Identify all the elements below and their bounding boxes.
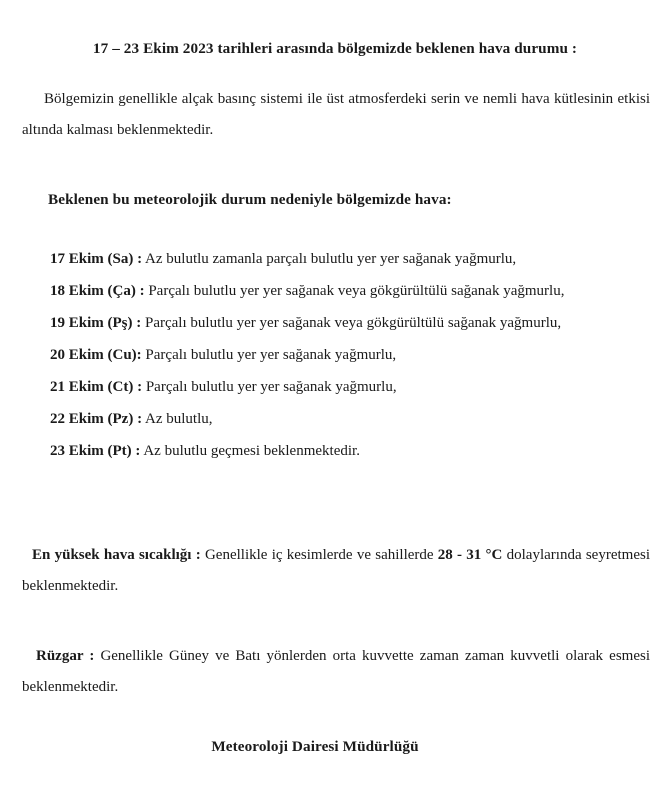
max-temperature-label: En yüksek hava sıcaklığı :	[32, 547, 201, 563]
forecast-description: Az bulutlu zamanla parçalı bulutlu yer yer sağanak yağmurlu,	[145, 251, 517, 267]
signature-authority: Meteoroloji Dairesi Müdürlüğü	[211, 738, 419, 755]
forecast-day-label: 22 Ekim (Pz) :	[50, 411, 143, 427]
forecast-row	[50, 275, 662, 307]
forecast-day-label: 19 Ekim (Pş) :	[50, 315, 142, 331]
forecast-day-label: 21 Ekim (Ct) :	[50, 379, 143, 395]
section-heading: Beklenen bu meteorolojik durum nedeniyle bölgemizde hava:	[48, 191, 452, 208]
max-temperature-text-after: dolaylarında seyretmesi beklenmektedir.	[22, 547, 650, 594]
forecast-day-label: 17 Ekim (Sa) :	[50, 251, 143, 267]
forecast-description: Parçalı bulutlu yer yer sağanak yağmurlu,	[145, 379, 397, 395]
wind-text: Genellikle Güney ve Batı yönlerden orta kuvvette zaman zaman kuvvetli olarak esmesi beklenmektedir.	[22, 648, 650, 695]
forecast-description: Az bulutlu,	[145, 411, 213, 427]
forecast-list	[50, 243, 662, 467]
forecast-day-label: 18 Ekim (Ça) :	[50, 283, 145, 299]
forecast-row	[50, 371, 662, 403]
forecast-row	[50, 403, 662, 435]
forecast-description: Az bulutlu geçmesi beklenmektedir.	[143, 443, 360, 459]
max-temperature-text-before: Genellikle iç kesimlerde ve sahillerde	[200, 547, 438, 563]
forecast-row	[50, 339, 662, 371]
forecast-row	[50, 243, 662, 275]
forecast-row	[50, 435, 662, 467]
forecast-description: Parçalı bulutlu yer yer sağanak veya gökgürültülü sağanak yağmurlu,	[148, 283, 565, 299]
max-temperature-value: 28 - 31 °C	[437, 547, 503, 563]
page-title: 17 – 23 Ekim 2023 tarihleri arasında bölgemizde beklenen hava durumu :	[92, 40, 578, 57]
forecast-day-label: 23 Ekim (Pt) :	[50, 443, 141, 459]
wind-label: Rüzgar :	[36, 648, 95, 664]
forecast-row	[50, 307, 662, 339]
forecast-day-label: 20 Ekim (Cu):	[50, 347, 142, 363]
forecast-description: Parçalı bulutlu yer yer sağanak yağmurlu,	[145, 347, 397, 363]
wind-paragraph	[22, 641, 650, 703]
forecast-description: Parçalı bulutlu yer yer sağanak veya gökgürültülü sağanak yağmurlu,	[145, 315, 562, 331]
max-temperature-paragraph	[22, 540, 650, 602]
intro-paragraph: Bölgemizin genellikle alçak basınç sistemi ile üst atmosferdeki serin ve nemli hava kütlesinin etkisi altında kalması beklenmektedir.	[22, 91, 650, 138]
